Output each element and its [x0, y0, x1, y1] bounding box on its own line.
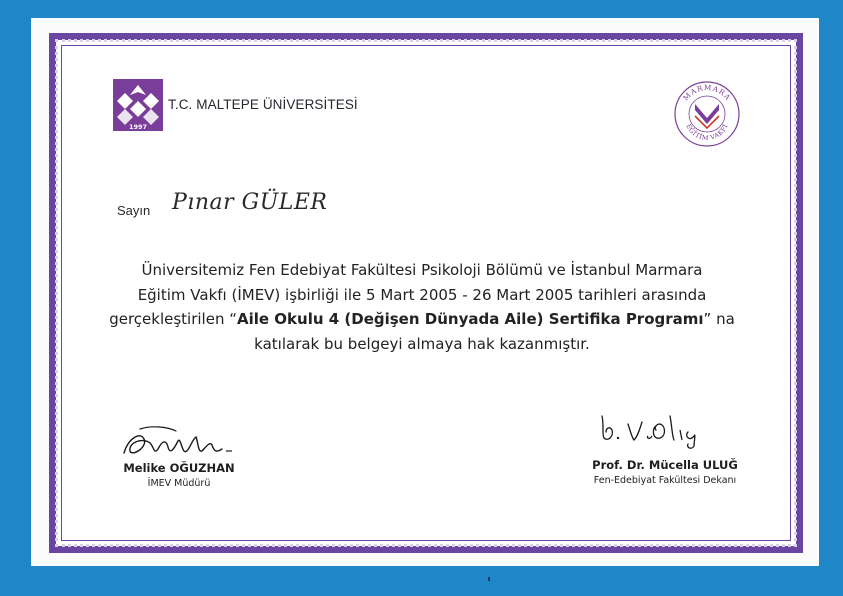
program-title: Aile Okulu 4 (Değişen Dünyada Aile) Sertifika Programı — [237, 310, 704, 328]
recipient-name: Pınar GÜLER — [172, 190, 328, 215]
body-line-2: Eğitim Vakfı (İMEV) işbirliği ile 5 Mart 2005 - 26 Mart 2005 tarihleri arasında — [137, 285, 707, 304]
certificate-body — [100, 258, 744, 356]
signer-left-name: Melike OĞUZHAN — [123, 461, 235, 475]
signer-left — [104, 461, 254, 489]
svg-text:MARMARA — [681, 83, 733, 103]
logo-year: 1997 — [128, 123, 148, 131]
right-signature — [594, 406, 718, 450]
scan-speck — [488, 577, 490, 581]
signer-left-title: İMEV Müdürü — [147, 478, 211, 489]
body-line-3: gerçekleştirilen “Aile Okulu 4 (Değişen Dünyada Aile) Sertifika Programı” na — [109, 310, 735, 328]
signer-right-name: Prof. Dr. Mücella ULUĞ — [592, 458, 738, 472]
left-signature — [118, 421, 240, 463]
logo-text-bottom: EĞİTİM VAKFI — [684, 122, 730, 143]
university-name: T.C. MALTEPE ÜNİVERSİTESİ — [168, 97, 358, 112]
svg-text:EĞİTİM VAKFI — [684, 123, 729, 143]
marmara-foundation-logo — [673, 80, 741, 148]
logo-text-top: MARMARA — [681, 82, 733, 103]
signer-right-title: Fen-Edebiyat Fakültesi Dekanı — [593, 475, 737, 486]
maltepe-university-logo — [113, 79, 163, 131]
signer-right — [573, 458, 757, 486]
salutation: Sayın — [117, 203, 151, 218]
body-line-1: Üniversitemiz Fen Edebiyat Fakültesi Psikoloji Bölümü ve İstanbul Marmara — [141, 261, 703, 279]
body-line-4: katılarak bu belgeyi almaya hak kazanmıştır. — [254, 334, 590, 353]
